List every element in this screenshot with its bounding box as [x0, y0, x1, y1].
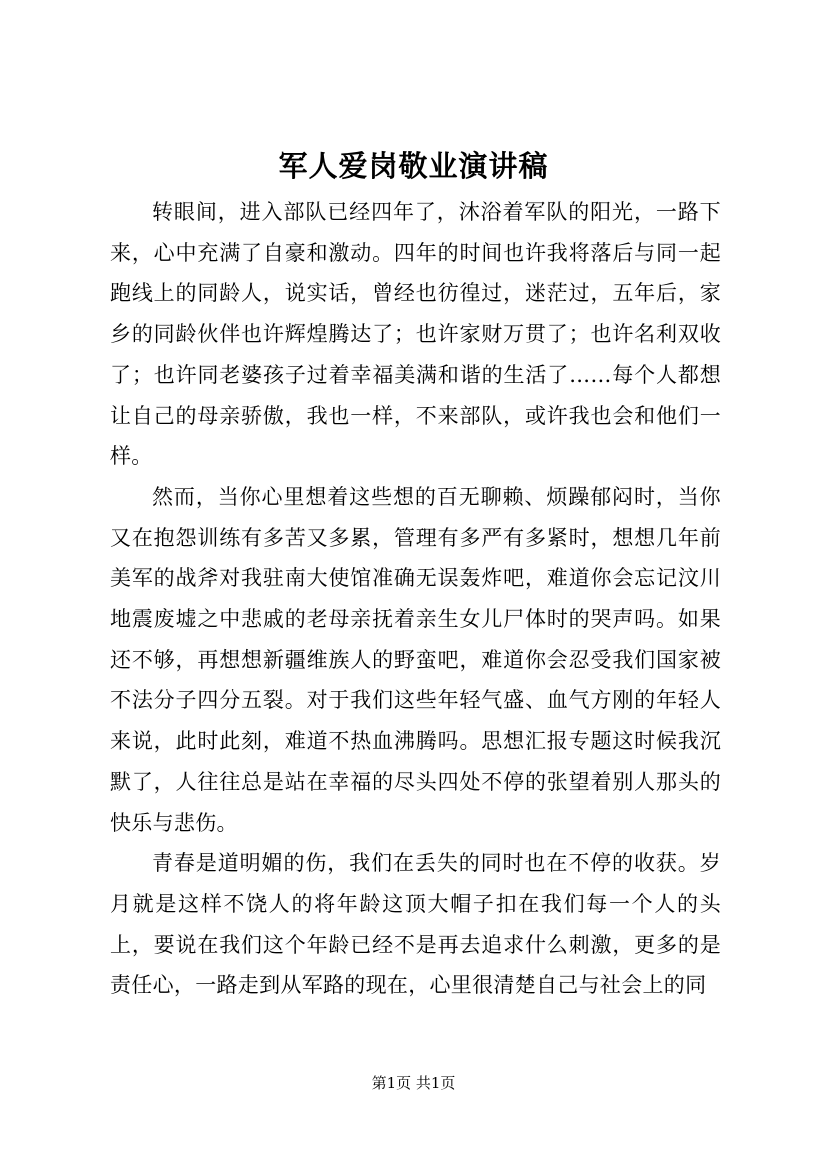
document-body [110, 192, 721, 1006]
paragraph-3: 青春是道明媚的伤，我们在丢失的同时也在不停的收获。岁月就是这样不饶人的将年龄这顶大帽子扣在我们每一个人的头上，要说在我们这个年龄已经不是再去追求什么刺激，更多的是责任心，一路走到从军路的现在，心里很清楚自己与社会上的同 [110, 851, 721, 998]
paragraph-2: 然而，当你心里想着这些想的百无聊赖、烦躁郁闷时，当你又在抱怨训练有多苦又多累，管理有多严有多紧时，想想几年前美军的战斧对我驻南大使馆准确无误轰炸吧，难道你会忘记汶川地震废墟之中悲戚的老母亲抚着亲生女儿尸体时的哭声吗。如果还不够，再想想新疆维族人的野蛮吧，难道你会忍受我们国家被不法分子四分五裂。对于我们这些年轻气盛、血气方刚的年轻人来说，此时此刻，难道不热血沸腾吗。思想汇报专题这时候我沉默了，人往往总是站在幸福的尽头四处不停的张望着别人那头的快乐与悲伤。 [110, 484, 721, 835]
page-footer: 第1页 共1页 [371, 1074, 456, 1092]
paragraph-1: 转眼间，进入部队已经四年了，沐浴着军队的阳光，一路下来，心中充满了自豪和激动。四年的时间也许我将落后与同一起跑线上的同龄人，说实话，曾经也彷徨过，迷茫过，五年后，家乡的同龄伙伴也许辉煌腾达了；也许家财万贯了；也许名利双收了；也许同老婆孩子过着幸福美满和谐的生活了……每个人都想让自己的母亲骄傲，我也一样，不来部队，或许我也会和他们一样。 [110, 200, 721, 469]
document-title: 军人爱岗敬业演讲稿 [278, 149, 549, 183]
